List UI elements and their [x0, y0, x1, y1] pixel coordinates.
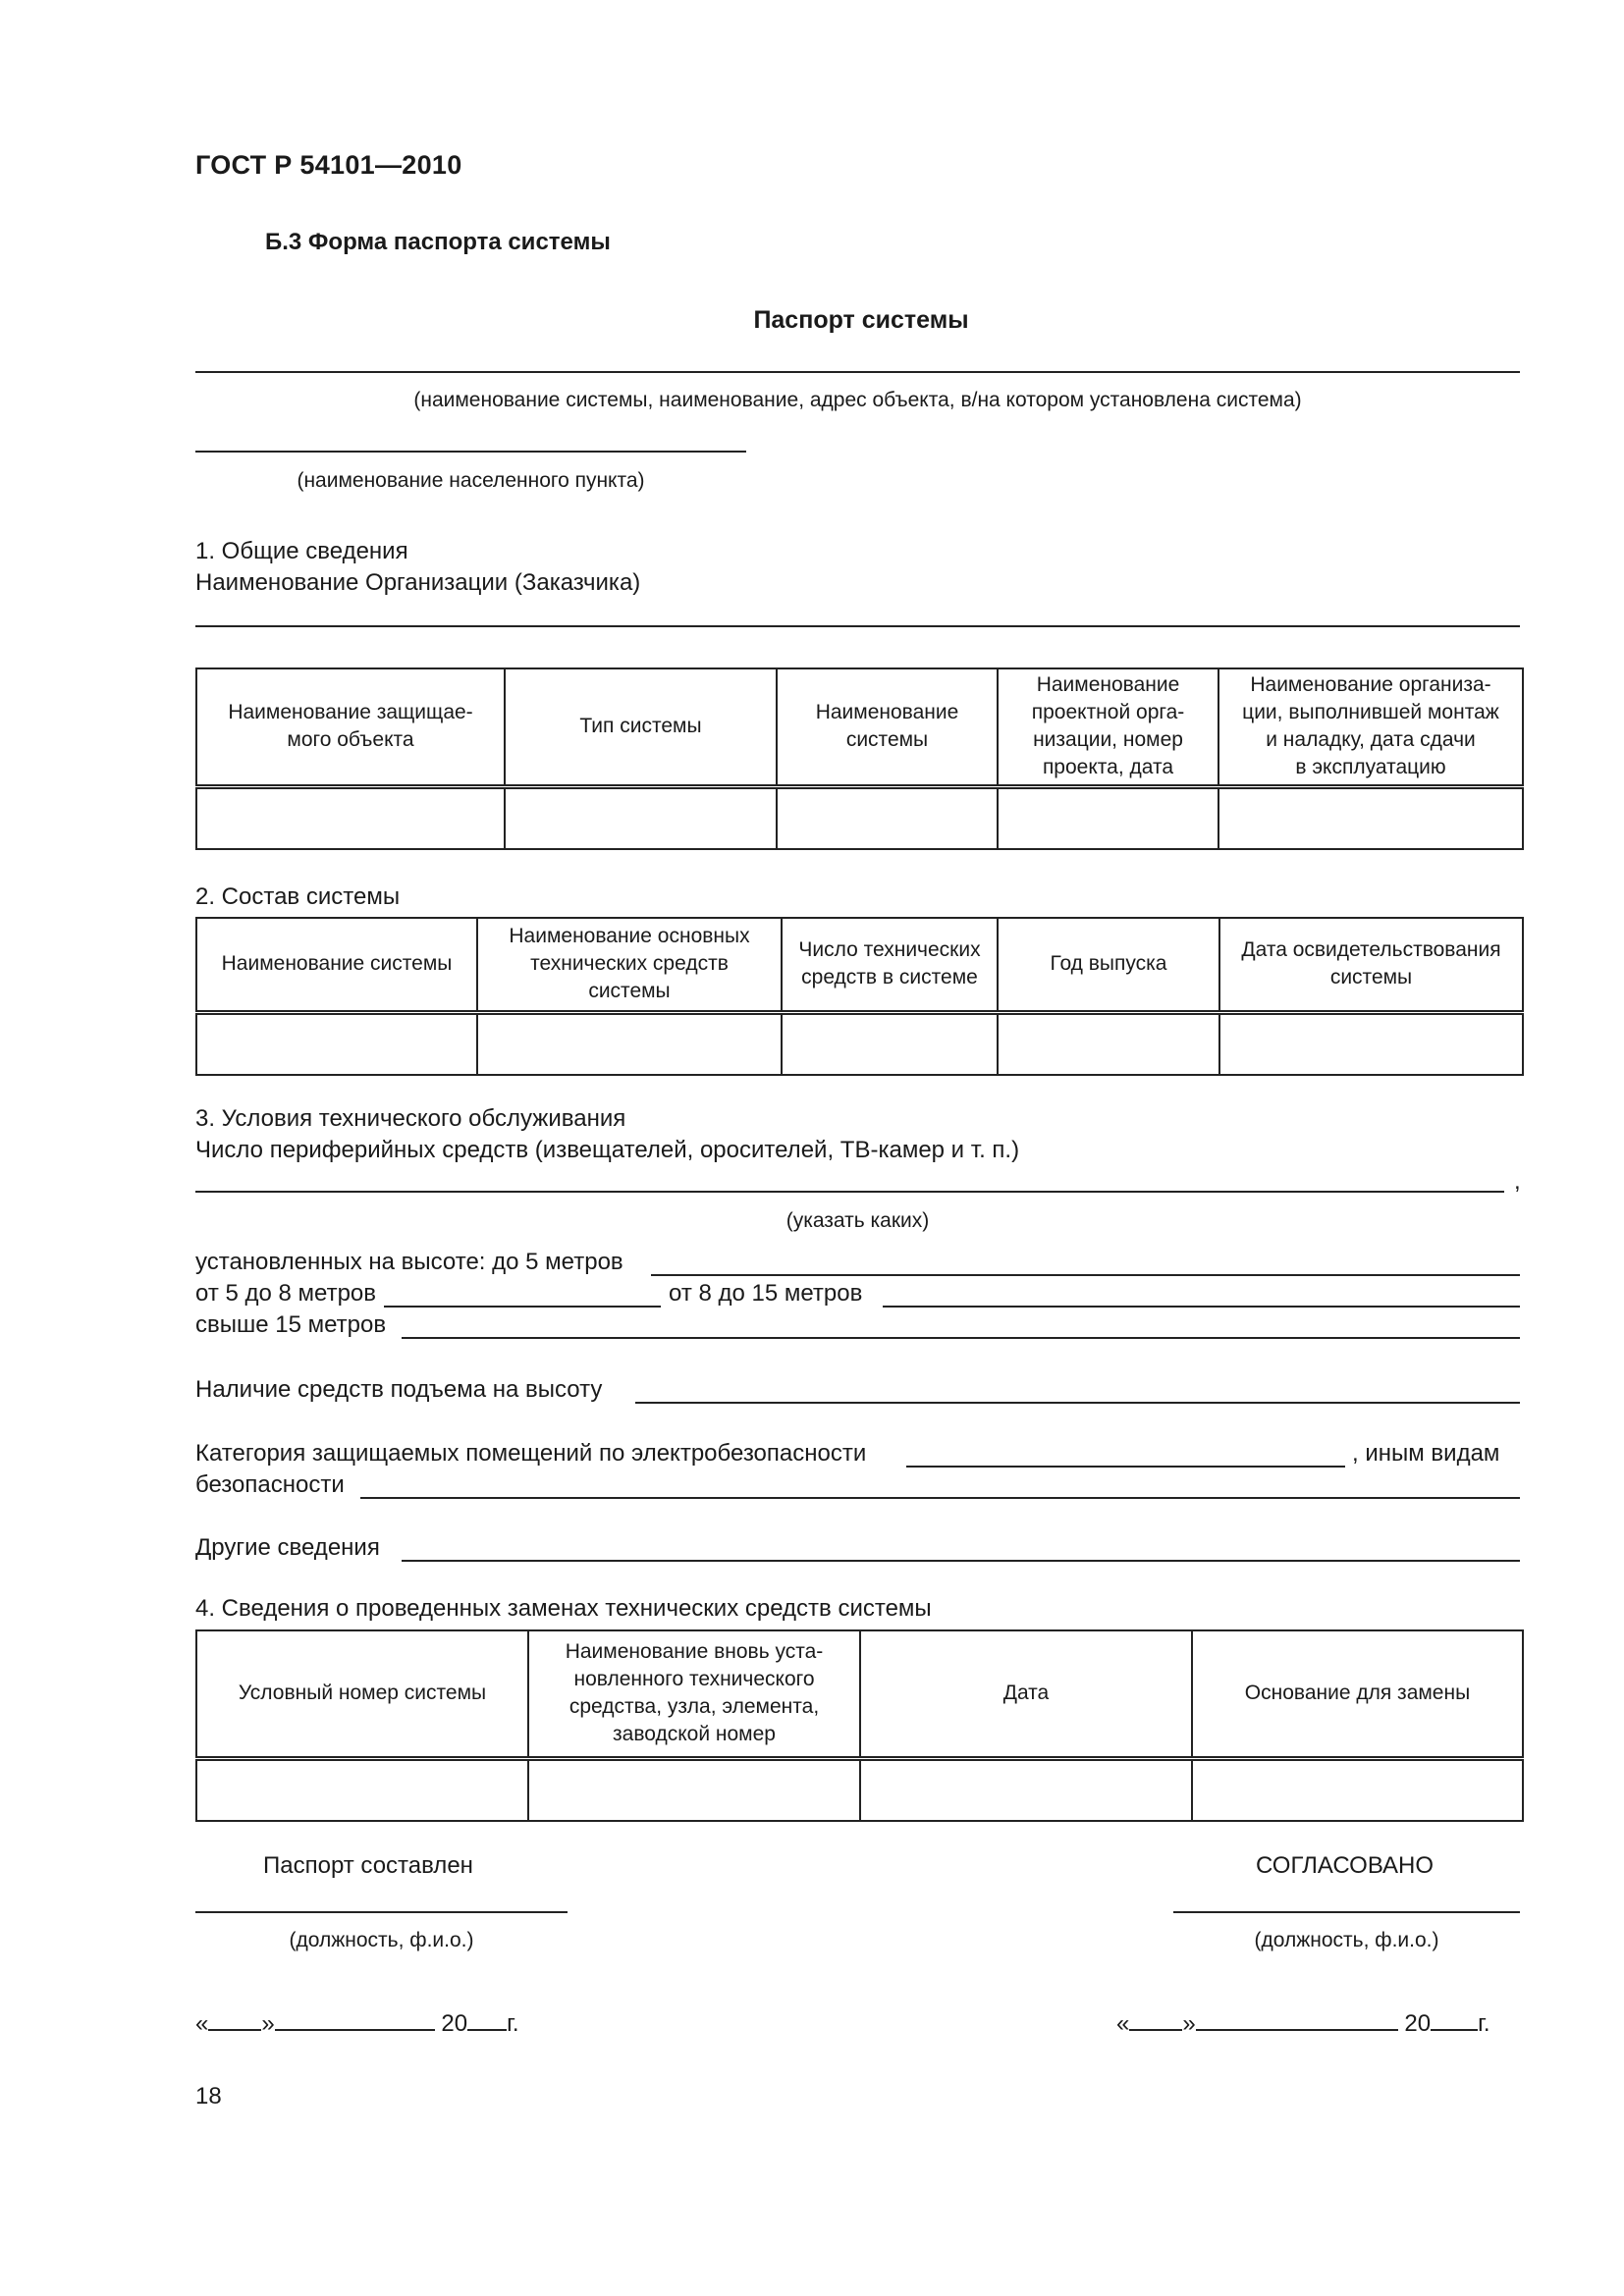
compiled-month-field[interactable]	[275, 2007, 435, 2031]
approved-day-field[interactable]	[1129, 2007, 1182, 2031]
cell-year[interactable]	[998, 1012, 1219, 1075]
peripheral-label: Число периферийных средств (извещателей, оросителей, ТВ-камер и т. п.)	[195, 1137, 1020, 1163]
header-system-number: Условный номер системы	[196, 1630, 528, 1758]
cell-install-org[interactable]	[1218, 786, 1523, 849]
cell-design-org[interactable]	[998, 786, 1218, 849]
table-row	[196, 786, 1523, 849]
locality-line[interactable]	[195, 451, 746, 453]
system-composition-table	[195, 917, 1524, 1076]
table-row	[196, 1758, 1523, 1821]
above-15-line[interactable]	[402, 1337, 1520, 1339]
customer-org-line[interactable]	[195, 625, 1520, 627]
replacements-table	[195, 1629, 1524, 1822]
other-info-line[interactable]	[402, 1560, 1520, 1562]
section-title: Б.3 Форма паспорта системы	[265, 229, 611, 255]
safety-label: безопасности	[195, 1471, 345, 1498]
table-row	[196, 1012, 1523, 1075]
header-date: Дата	[860, 1630, 1192, 1758]
standard-header: ГОСТ Р 54101—2010	[195, 150, 462, 180]
compiled-day-field[interactable]	[208, 2007, 261, 2031]
peripheral-line[interactable]	[195, 1191, 1504, 1193]
header-new-means: Наименование вновь уста- новленного технического средства, узла, элемента, заводской номер	[528, 1630, 860, 1758]
cell-main-means[interactable]	[477, 1012, 782, 1075]
header-inspection-date: Дата освидетельствования системы	[1219, 918, 1523, 1012]
cell-new-means[interactable]	[528, 1758, 860, 1821]
compiled-by-label: Паспорт составлен	[263, 1852, 473, 1879]
from-5-to-8-line[interactable]	[384, 1306, 661, 1308]
compiled-year-field[interactable]	[467, 2007, 507, 2031]
approved-label: СОГЛАСОВАНО	[1256, 1852, 1435, 1879]
cell-system-name[interactable]	[196, 1012, 477, 1075]
specify-caption: (указать каких)	[785, 1209, 930, 1232]
approved-signature-line[interactable]	[1173, 1911, 1520, 1913]
lifting-means-line[interactable]	[635, 1402, 1520, 1404]
approved-month-field[interactable]	[1196, 2007, 1398, 2031]
part3-heading: 3. Условия технического обслуживания	[195, 1105, 626, 1132]
header-means-count: Число технических средств в системе	[782, 918, 998, 1012]
approved-year-field[interactable]	[1431, 2007, 1478, 2031]
height-up-to-5-label: установленных на высоте: до 5 метров	[195, 1249, 623, 1275]
compiled-by-caption: (должность, ф.и.о.)	[289, 1929, 474, 1951]
header-install-org: Наименование организа- ции, выполнившей монтаж и наладку, дата сдачи в эксплуатацию	[1218, 668, 1523, 786]
peripheral-comma: ,	[1514, 1168, 1521, 1195]
document-title: Паспорт системы	[753, 306, 969, 334]
cell-protected-object[interactable]	[196, 786, 505, 849]
height-up-to-5-line[interactable]	[651, 1274, 1520, 1276]
from-8-to-15-label: от 8 до 15 метров	[669, 1280, 863, 1307]
above-15-label: свыше 15 метров	[195, 1311, 387, 1338]
header-system-name: Наименование системы	[777, 668, 998, 786]
other-info-label: Другие сведения	[195, 1534, 380, 1561]
cell-means-count[interactable]	[782, 1012, 998, 1075]
part2-heading: 2. Состав системы	[195, 883, 401, 910]
general-info-table	[195, 667, 1524, 850]
header-system-type: Тип системы	[505, 668, 777, 786]
part4-heading: 4. Сведения о проведенных заменах технических средств системы	[195, 1595, 932, 1622]
header-main-means: Наименование основных технических средств системы	[477, 918, 782, 1012]
other-safety-label: , иным видам	[1352, 1440, 1500, 1467]
cell-date[interactable]	[860, 1758, 1192, 1821]
header-reason: Основание для замены	[1192, 1630, 1523, 1758]
header-year: Год выпуска	[998, 918, 1219, 1012]
lifting-means-label: Наличие средств подъема на высоту	[195, 1376, 603, 1403]
cell-system-name[interactable]	[777, 786, 998, 849]
customer-org-label: Наименование Организации (Заказчика)	[195, 569, 641, 596]
cell-inspection-date[interactable]	[1219, 1012, 1523, 1075]
compiled-by-signature-line[interactable]	[195, 1911, 568, 1913]
safety-line[interactable]	[360, 1497, 1520, 1499]
approved-date: « » 20 г.	[1116, 2007, 1490, 2038]
header-system-name: Наименование системы	[196, 918, 477, 1012]
cell-system-type[interactable]	[505, 786, 777, 849]
approved-caption: (должность, ф.и.о.)	[1254, 1929, 1439, 1951]
part1-heading: 1. Общие сведения	[195, 538, 408, 564]
from-5-to-8-label: от 5 до 8 метров	[195, 1280, 377, 1307]
locality-caption: (наименование населенного пункта)	[297, 469, 645, 492]
cell-reason[interactable]	[1192, 1758, 1523, 1821]
page-number: 18	[195, 2083, 222, 2109]
header-design-org: Наименование проектной орга- низации, номер проекта, дата	[998, 668, 1218, 786]
system-name-caption: (наименование системы, наименование, адрес объекта, в/на котором установлена система)	[413, 389, 1302, 411]
header-protected-object: Наименование защищае- мого объекта	[196, 668, 505, 786]
category-line[interactable]	[906, 1466, 1345, 1468]
compiled-date: « » 20 г.	[195, 2007, 519, 2038]
category-label: Категория защищаемых помещений по электробезопасности	[195, 1440, 867, 1467]
from-8-to-15-line[interactable]	[883, 1306, 1520, 1308]
cell-system-number[interactable]	[196, 1758, 528, 1821]
system-name-line[interactable]	[195, 371, 1520, 373]
